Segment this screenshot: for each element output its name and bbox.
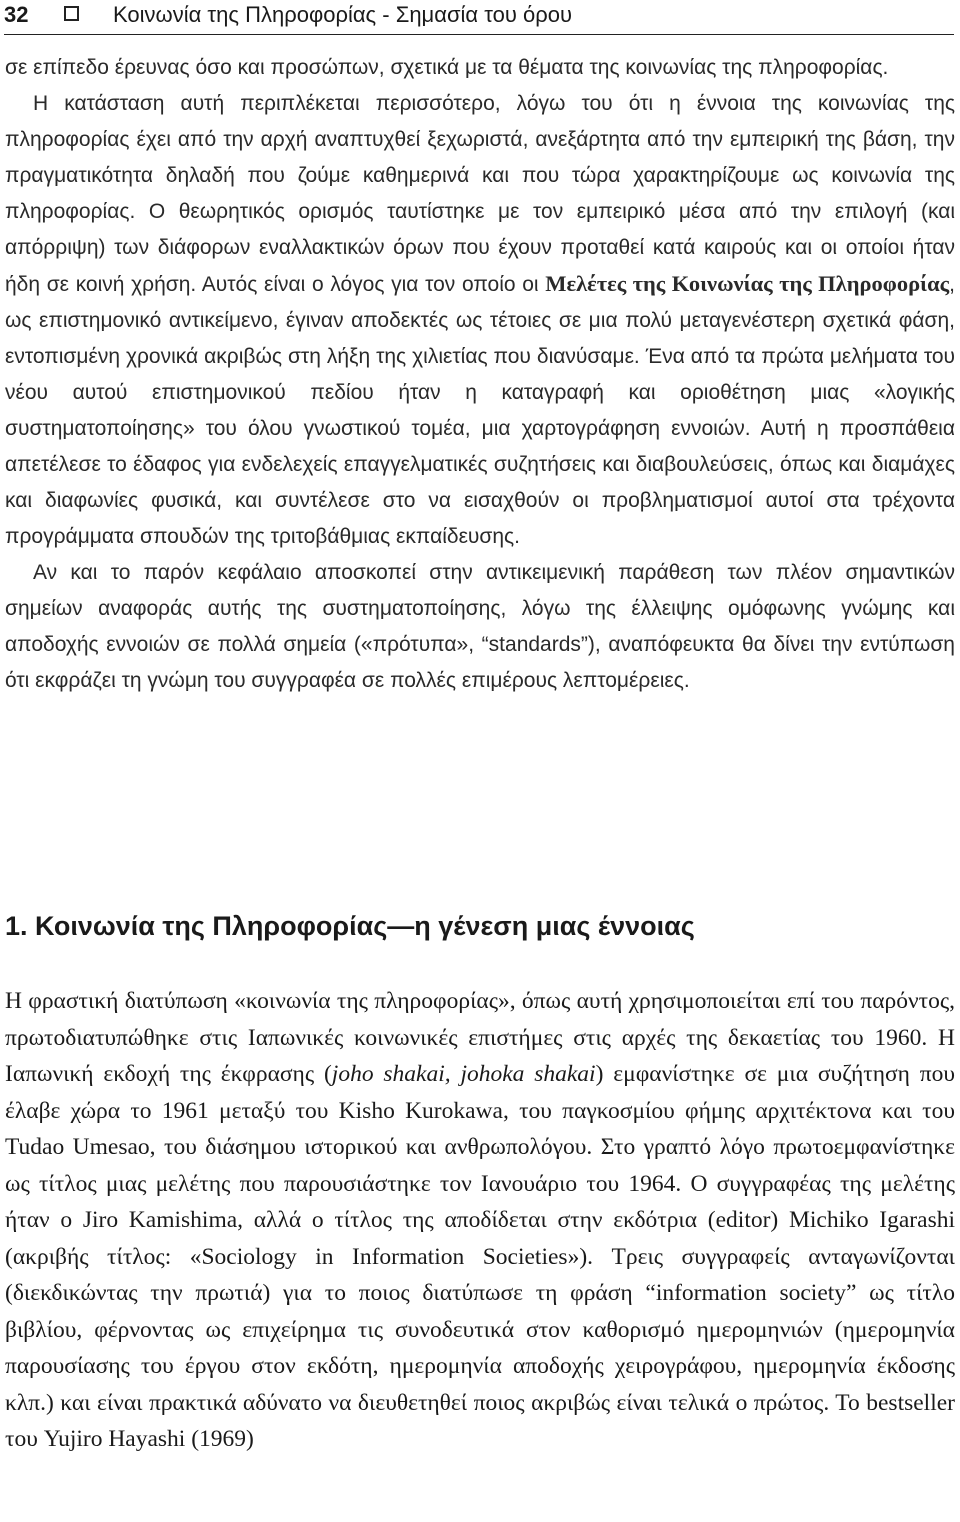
running-header [4, 0, 954, 35]
square-bullet-icon [64, 6, 79, 21]
section-heading: 1. Κοινωνία της Πληροφορίας—η γένεση μιας έννοιας [5, 911, 695, 941]
intro-paragraph-2-text-b: , ως επιστημονικό αντικείμενο, έγιναν αποδεκτές ως τέτοιες σε μια πολύ μεταγενέστερη σχετικά φάση, εντοπισμένη χρονικά ακριβώς στη λήξη της χιλιετίας που διανύσαμε. Ένα από τα πρώτα μελήματα του νέου αυτού επιστημονικού πεδίου ήταν η καταγραφή και οριοθέτηση μιας «λογικής συστηματοποίησης» του όλου γνωστικού τομέα, μια χαρτογράφηση εννοιών. Αυτή η προσπάθεια απετέλεσε το έδαφος για ενδελεχείς επαγγελματικές συζητήσεις και διαβουλεύσεις, όπως και διαμάχες και διαφωνίες φυσικά, και συντέλεσε στο να εισαχθούν οι προβληματισμοί αυτοί στα τρέχοντα προγράμματα σπουδών της τριτοβάθμιας εκπαίδευσης. [5, 273, 955, 548]
intro-paragraph-1: σε επίπεδο έρευνας όσο και προσώπων, σχετικά με τα θέματα της κοινωνίας της πληροφορίας. [5, 56, 889, 79]
intro-paragraph-3: Αν και το παρόν κεφάλαιο αποσκοπεί στην αντικειμενική παράθεση των πλέον σημαντικών σημείων αναφοράς αυτής της συστηματοποίησης, λόγω της έλλειψης ομόφωνης γνώμης και αποδοχής εννοιών σε πολλά σημεία («πρότυπα», “standards”), αναπόφευκτα θα δίνει την εντύπωση ότι εκφράζει τη γνώμη του συγγραφέα σε πολλές επιμέρους λεπτομέρειες. [5, 561, 955, 692]
section-paragraph-1-text-b: ) εμφανίστηκε σε μια συζήτηση που έλαβε χώρα το 1961 μεταξύ του Kisho Kurokawa, του παγκοσμίου φήμης αρχιτέκτονα και του Tudao Umesao, του διάσημου ιστορικού και ανθρωπολόγου. Στο γραπτό λόγο πρωτοεμφανίστηκε ως τίτλος μιας μελέτης που παρουσιάστηκε τον Ιανουάριο του 1964. Ο συγγραφέας της μελέτης ήταν ο Jiro Kamishima, αλλά ο τίτλος της αποδίδεται στην εκδότρια (editor) Michiko Igarashi (ακριβής τίτλος: «Sociology in Information Societies»). Τρεις συγγραφείς ανταγωνίζονται (διεκδικώντας την πρωτιά) για το ποιος διατύπωσε τη φράση “information society” ως τίτλο βιβλίου, φέρνοντας ως επιχείρημα τις συνοδευτικά στον καθορισμό ημερομηνιών (ημερομηνία παρουσίασης του έργου στον εκδότη, ημερομηνία αποδοχής χειρογράφου, ημερομηνία έκδοσης κλπ.) και είναι πρακτικά αδύνατο να διευθετηθεί ποιος ακριβώς είναι τελικά ο πρώτος. Το bestseller του Yujiro Hayashi (1969) [5, 1061, 956, 1452]
japanese-terms: joho shakai, johoka shakai [331, 1061, 596, 1087]
page-number: 32 [4, 2, 29, 27]
intro-paragraph-2-text-a: Η κατάσταση αυτή περιπλέκεται περισσότερο, λόγω του ότι η έννοια της κοινωνίας της πληροφορίας έχει από την αρχή αναπτυχθεί ξεχωριστά, ανεξάρτητα από την εμπειρική της βάση, την πραγματικότητα δηλαδή που ζούμε καθημερινά και που τώρα χαρακτηρίζουμε ως κοινωνία της πληροφορίας. Ο θεωρητικός ορισμός ταυτίστηκε με τον εμπειρικό μέσα από την επιλογή (και απόρριψη) των διάφορων εναλλακτικών όρων που έχουν προταθεί κατά καιρούς και οι οποίοι ήταν ήδη σε κοινή χρήση. Αυτός είναι ο λόγος για τον οποίο οι [5, 92, 955, 296]
section-paragraph-1 [5, 983, 955, 1458]
intro-paragraph-2 [5, 86, 955, 555]
studies-term: Μελέτες της Κοινωνίας της Πληροφορίας [545, 271, 950, 296]
intro-text [5, 50, 955, 699]
section-text [5, 983, 955, 1458]
running-title: Κοινωνία της Πληροφορίας - Σημασία του όρου [113, 2, 573, 27]
section-paragraph-1-text-a: Η φραστική διατύπωση «κοινωνία της πληροφορίας», όπως αυτή χρησιμοποιείται επί του παρόντος, πρωτοδιατυπώθηκε στις Ιαπωνικές κοινωνικές επιστήμες στις αρχές της δεκαετίας του 1960. Η Ιαπωνική εκδοχή της έκφρασης ( [5, 988, 955, 1087]
